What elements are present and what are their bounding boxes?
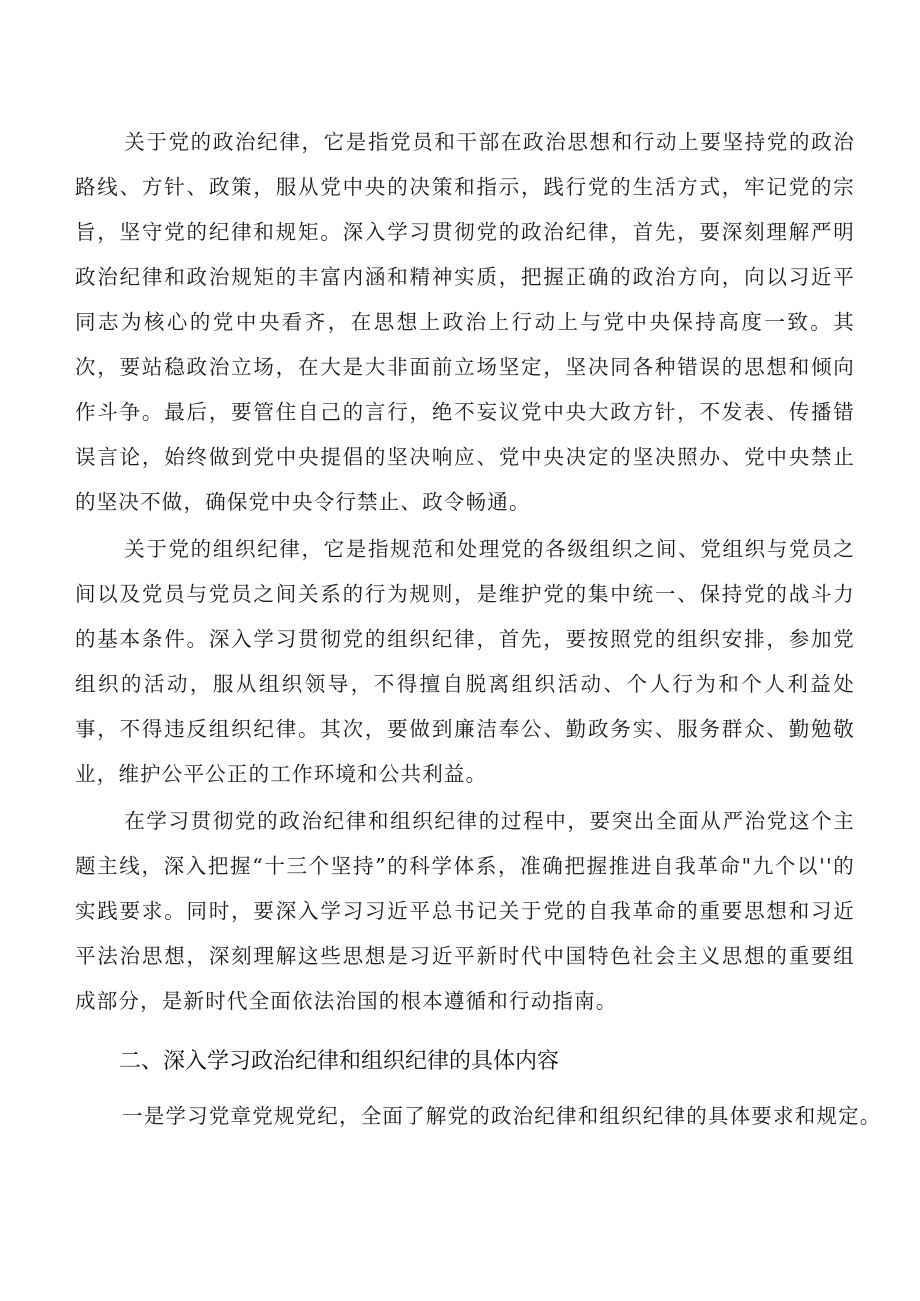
section-heading: 二、深入学习政治纪律和组织纪律的具体内容	[119, 1049, 560, 1074]
paragraph-study-process: 在学习贯彻党的政治纪律和组织纪律的过程中，要突出全面从严治党这个主题主线，深入把握“十三个坚持”的科学体系，准确把握推进自我革命"九个以''的实践要求。同时，要深入学习习近平总书记关于党的自我革命的重要思想和习近平法治思想，深刻理解这些思想是习近平新时代中国特色社会主义思想的重要组成部分，是新时代全面依法治国的根本遵循和行动指南。	[75, 809, 855, 1013]
paragraph-political-discipline: 关于党的政治纪律，它是指党员和干部在政治思想和行动上要坚持党的政治路线、方针、政策，服从党中央的决策和指示，践行党的生活方式，牢记党的宗旨，坚守党的纪律和规矩。深入学习贯彻党的政治纪律，首先，要深刻理解严明政治纪律和政治规矩的丰富内涵和精神实质，把握正确的政治方向，向以习近平同志为核心的党中央看齐，在思想上政治上行动上与党中央保持高度一致。其次，要站稳政治立场，在大是大非面前立场坚定，坚决同各种错误的思想和倾向作斗争。最后，要管住自己的言行，绝不妄议党中央大政方针，不发表、传播错误言论，始终做到党中央提倡的坚决响应、党中央决定的坚决照办、党中央禁止的坚决不做，确保党中央令行禁止、政令畅通。	[75, 130, 855, 514]
paragraph-first-point: 一是学习党章党规党纪，全面了解党的政治纪律和组织纪律的具体要求和规定。	[122, 1104, 882, 1128]
paragraph-organizational-discipline: 关于党的组织纪律，它是指规范和处理党的各级组织之间、党组织与党员之间以及党员与党员之间关系的行为规则，是维护党的集中统一、保持党的战斗力的基本条件。深入学习贯彻党的组织纪律，首先，要按照党的组织安排，参加党组织的活动，服从组织领导，不得擅自脱离组织活动、个人行为和个人利益处事，不得违反组织纪律。其次，要做到廉洁奉公、勤政务实、服务群众、勤勉敬业，维护公平公正的工作环境和公共利益。	[75, 537, 855, 786]
